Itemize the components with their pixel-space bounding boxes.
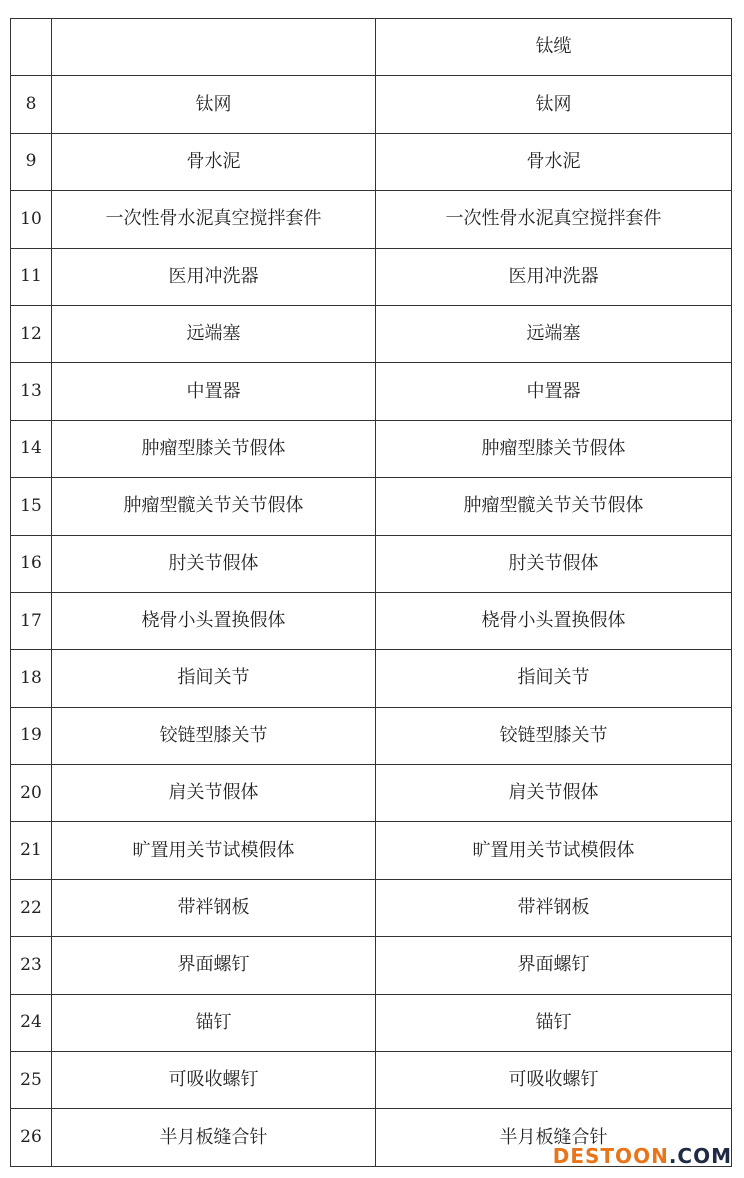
cell-product-b: 界面螺钉 bbox=[376, 937, 732, 994]
table-row bbox=[11, 592, 732, 649]
cell-product-a: 可吸收螺钉 bbox=[52, 1052, 376, 1109]
cell-product-a: 带袢钢板 bbox=[52, 879, 376, 936]
table-body bbox=[11, 19, 732, 1167]
cell-product-b: 肿瘤型髋关节关节假体 bbox=[376, 478, 732, 535]
cell-number: 9 bbox=[11, 133, 52, 190]
cell-number: 20 bbox=[11, 765, 52, 822]
cell-number: 16 bbox=[11, 535, 52, 592]
cell-number: 11 bbox=[11, 248, 52, 305]
cell-product-a: 半月板缝合针 bbox=[52, 1109, 376, 1166]
table-row bbox=[11, 76, 732, 133]
watermark-text-main: DESTOON bbox=[552, 1144, 669, 1168]
cell-product-a: 旷置用关节试模假体 bbox=[52, 822, 376, 879]
cell-product-b: 远端塞 bbox=[376, 305, 732, 362]
cell-product-b: 铰链型膝关节 bbox=[376, 707, 732, 764]
table-row bbox=[11, 478, 732, 535]
table-row bbox=[11, 191, 732, 248]
cell-product-a: 桡骨小头置换假体 bbox=[52, 592, 376, 649]
table-row bbox=[11, 535, 732, 592]
table-row bbox=[11, 248, 732, 305]
cell-number: 21 bbox=[11, 822, 52, 879]
cell-product-b: 指间关节 bbox=[376, 650, 732, 707]
cell-product-a: 远端塞 bbox=[52, 305, 376, 362]
table-row bbox=[11, 994, 732, 1051]
cell-product-a: 肿瘤型髋关节关节假体 bbox=[52, 478, 376, 535]
site-watermark bbox=[553, 1144, 732, 1168]
cell-product-a: 界面螺钉 bbox=[52, 937, 376, 994]
table-row bbox=[11, 133, 732, 190]
cell-number: 12 bbox=[11, 305, 52, 362]
cell-product-a: 钛网 bbox=[52, 76, 376, 133]
table-row bbox=[11, 1052, 732, 1109]
cell-product-b: 钛网 bbox=[376, 76, 732, 133]
cell-product-a: 锚钉 bbox=[52, 994, 376, 1051]
cell-product-b: 骨水泥 bbox=[376, 133, 732, 190]
table-row bbox=[11, 650, 732, 707]
cell-number: 18 bbox=[11, 650, 52, 707]
cell-number: 25 bbox=[11, 1052, 52, 1109]
cell-number: 22 bbox=[11, 879, 52, 936]
table-row bbox=[11, 420, 732, 477]
cell-product-a: 铰链型膝关节 bbox=[52, 707, 376, 764]
cell-number: 8 bbox=[11, 76, 52, 133]
cell-product-b: 肘关节假体 bbox=[376, 535, 732, 592]
cell-number bbox=[11, 19, 52, 76]
cell-number: 26 bbox=[11, 1109, 52, 1166]
cell-product-b: 医用冲洗器 bbox=[376, 248, 732, 305]
cell-product-b: 旷置用关节试模假体 bbox=[376, 822, 732, 879]
cell-number: 23 bbox=[11, 937, 52, 994]
cell-product-a: 医用冲洗器 bbox=[52, 248, 376, 305]
cell-product-b: 带袢钢板 bbox=[376, 879, 732, 936]
cell-product-a: 肘关节假体 bbox=[52, 535, 376, 592]
cell-number: 14 bbox=[11, 420, 52, 477]
cell-product-b: 桡骨小头置换假体 bbox=[376, 592, 732, 649]
table-row bbox=[11, 363, 732, 420]
cell-number: 24 bbox=[11, 994, 52, 1051]
table-row bbox=[11, 822, 732, 879]
cell-number: 15 bbox=[11, 478, 52, 535]
watermark-text-suffix: .COM bbox=[668, 1144, 732, 1168]
cell-product-b: 一次性骨水泥真空搅拌套件 bbox=[376, 191, 732, 248]
cell-product-a: 中置器 bbox=[52, 363, 376, 420]
cell-product-a: 一次性骨水泥真空搅拌套件 bbox=[52, 191, 376, 248]
cell-product-b: 半月板缝合针 bbox=[376, 1109, 732, 1166]
cell-product-a: 骨水泥 bbox=[52, 133, 376, 190]
cell-product-b: 中置器 bbox=[376, 363, 732, 420]
cell-number: 13 bbox=[11, 363, 52, 420]
product-table bbox=[10, 18, 732, 1167]
table-row bbox=[11, 765, 732, 822]
table-row bbox=[11, 879, 732, 936]
cell-number: 17 bbox=[11, 592, 52, 649]
table-row bbox=[11, 707, 732, 764]
cell-product-b: 可吸收螺钉 bbox=[376, 1052, 732, 1109]
cell-number: 10 bbox=[11, 191, 52, 248]
cell-product-a: 肩关节假体 bbox=[52, 765, 376, 822]
table-row-header bbox=[11, 19, 732, 76]
cell-product-b: 肩关节假体 bbox=[376, 765, 732, 822]
cell-product-a bbox=[52, 19, 376, 76]
cell-product-b: 钛缆 bbox=[376, 19, 732, 76]
cell-product-b: 肿瘤型膝关节假体 bbox=[376, 420, 732, 477]
table-row bbox=[11, 305, 732, 362]
cell-product-a: 肿瘤型膝关节假体 bbox=[52, 420, 376, 477]
table-row bbox=[11, 937, 732, 994]
cell-product-a: 指间关节 bbox=[52, 650, 376, 707]
cell-product-b: 锚钉 bbox=[376, 994, 732, 1051]
cell-number: 19 bbox=[11, 707, 52, 764]
